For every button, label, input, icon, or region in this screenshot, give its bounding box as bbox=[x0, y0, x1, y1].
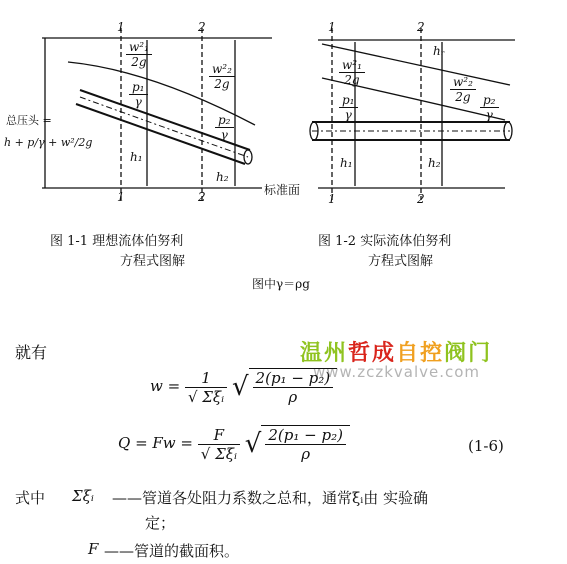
equation-q: Q = Fw = $\frac{F}{\text{√ Σξᵢ}}$ √ $\frac{\text{2(p₁ − p₂)}}{\rho}$ bbox=[118, 425, 350, 463]
figure-2-caption: 图 1-2 实际流体伯努利 bbox=[318, 234, 452, 249]
fig2-section-2-top: 2 bbox=[417, 20, 425, 34]
def1-cont: 定； bbox=[145, 514, 176, 532]
figure-note: 图中γ＝ρg bbox=[252, 277, 310, 291]
total-head-label: 总压头 = bbox=[6, 114, 52, 127]
fig2-h2: h₂ bbox=[428, 156, 441, 170]
fig2-h1: h₁ bbox=[340, 156, 353, 170]
fig1-section-2-top: 2 bbox=[198, 20, 206, 34]
def2-symbol: F bbox=[88, 540, 99, 558]
fig2-loss-head: hᵣ bbox=[433, 44, 445, 58]
watermark-url: www.zczkvalve.com bbox=[313, 363, 481, 381]
fig1-h1: h₁ bbox=[130, 150, 143, 164]
fig2-velocity-head-2: $\frac{\text{w²₂}}{2g}$ bbox=[450, 75, 476, 104]
fig1-pressure-head-1: $\frac{\text{p₁}}{\gamma}$ bbox=[129, 80, 148, 109]
fig2-velocity-head-1: $\frac{\text{w²₁}}{2g}$ bbox=[339, 58, 365, 87]
def2-text: ——管道的截面积。 bbox=[104, 542, 240, 560]
datum-label: 标准面 bbox=[264, 183, 301, 197]
watermark-brand: 温州哲成自控阀门 bbox=[300, 341, 493, 366]
figure-1-diagram bbox=[42, 28, 272, 200]
fig1-velocity-head-1: $\frac{\text{w²₁}}{2g}$ bbox=[126, 40, 152, 69]
figure-1-caption: 图 1-1 理想流体伯努利 bbox=[50, 234, 184, 249]
total-head-formula: h + p/γ + w²/2g bbox=[4, 136, 93, 149]
figure-1-caption-cont: 方程式图解 bbox=[120, 254, 186, 269]
fig1-h2: h₂ bbox=[216, 170, 229, 184]
where-label: 式中 bbox=[15, 489, 46, 507]
def1-symbol: Σξᵢ bbox=[72, 487, 94, 505]
intro-text: 就有 bbox=[15, 343, 48, 362]
fig2-section-1-bottom: 1 bbox=[328, 192, 336, 206]
fig2-section-2-bottom: 2 bbox=[417, 192, 425, 206]
fig2-pressure-head-2: $\frac{\text{p₂}}{\gamma}$ bbox=[480, 93, 499, 122]
equation-w: w = $\frac{1}{\text{√ Σξᵢ}}$ √ $\frac{\text{2(p₁ − p₂)}}{\rho}$ bbox=[150, 368, 337, 406]
figure-2-caption-cont: 方程式图解 bbox=[368, 254, 434, 269]
equation-number: (1-6) bbox=[468, 437, 504, 455]
fig1-section-1-bottom: 1 bbox=[117, 190, 125, 204]
fig1-section-1-top: 1 bbox=[117, 20, 125, 34]
fig2-pressure-head-1: $\frac{\text{p₁}}{\gamma}$ bbox=[339, 93, 358, 122]
def1-text: ——管道各处阻力系数之总和，通常ξᵢ由 实验确 bbox=[112, 489, 429, 507]
fig1-pressure-head-2: $\frac{\text{p₂}}{\gamma}$ bbox=[215, 113, 234, 142]
fig2-section-1-top: 1 bbox=[328, 20, 336, 34]
fig1-velocity-head-2: $\frac{\text{w²₂}}{2g}$ bbox=[209, 62, 235, 91]
fig1-section-2-bottom: 2 bbox=[198, 190, 206, 204]
